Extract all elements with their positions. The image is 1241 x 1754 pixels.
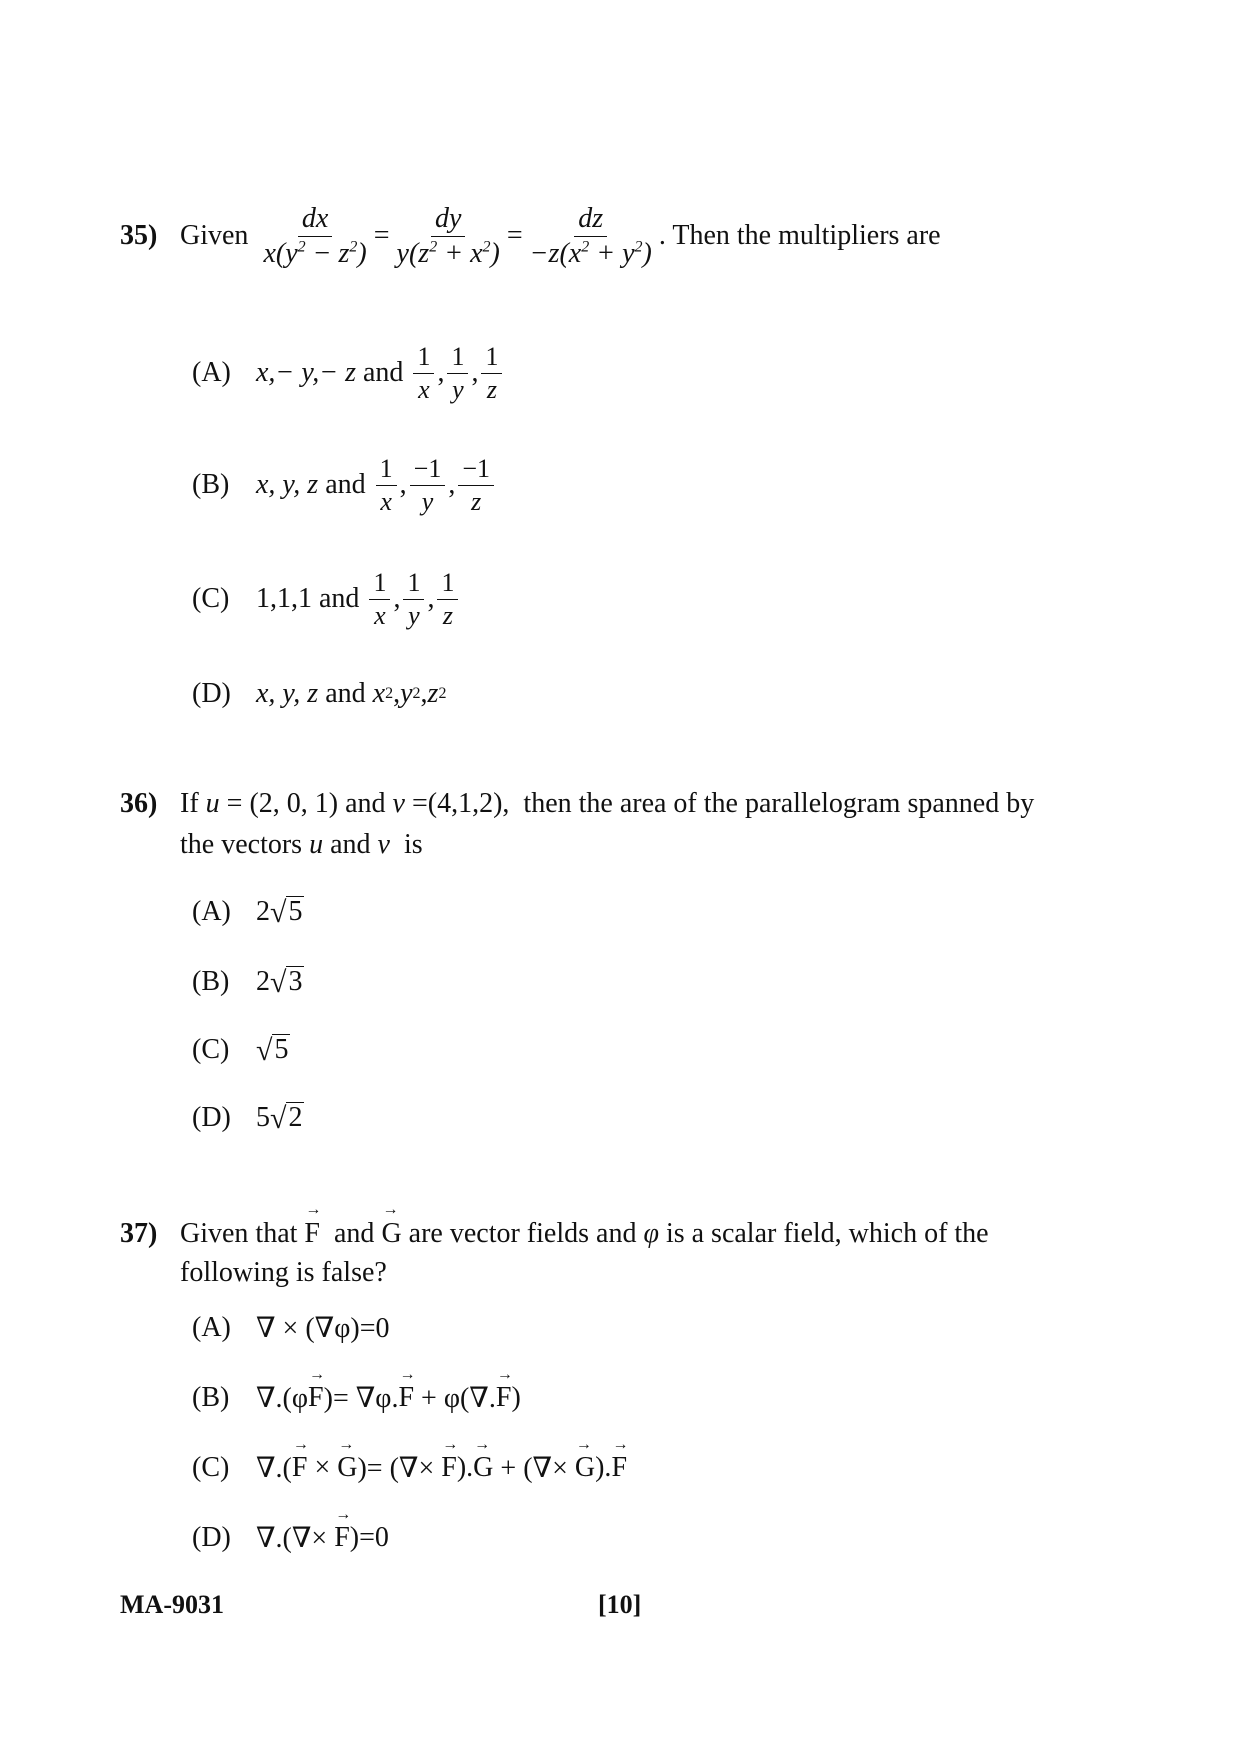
square-root: √ 5 <box>256 1033 289 1067</box>
option-label: (C) <box>192 1034 230 1065</box>
option-36-a[interactable]: (A) 2 √ 5 <box>192 895 303 929</box>
option-text: x, y, z <box>256 469 319 500</box>
fraction-dy: $\frac{dy}{y(z^2 + x^2)}$ <box>396 203 500 269</box>
square-root: √ 3 <box>270 965 303 999</box>
square-root: √ 5 <box>270 895 303 929</box>
option-35-a[interactable]: (A) x,− y,− z and $\frac{1}{x}$ , $\frac{1}{y}$ , $\frac{1}{z}$ <box>192 338 505 408</box>
fraction: $\frac{1}{y}$ <box>403 569 424 629</box>
question-number: 35) <box>120 220 158 251</box>
fraction: $\frac{1}{x}$ <box>376 455 397 515</box>
option-label: (D) <box>192 1102 231 1133</box>
option-label: (D) <box>192 1522 231 1553</box>
option-37-c[interactable]: (C) ∇.( → F × → G )= (∇× → F ). → G + (∇× → G ). → F <box>192 1446 627 1490</box>
question-35-stem <box>120 196 941 276</box>
page-number: [10] <box>598 1590 642 1619</box>
option-label: (B) <box>192 1382 230 1413</box>
option-label: (C) <box>192 583 230 614</box>
option-36-d[interactable]: (D) 5 √ 2 <box>192 1101 303 1135</box>
question-37-stem: 37) Given that → F and → G are vector fields and φ is a scalar field, which of the following is false? <box>120 1216 1120 1290</box>
fraction: $\frac{1}{x}$ <box>413 343 434 403</box>
fraction-dz: $\frac{dz}{-z(x^2 + y^2)}$ <box>529 203 652 269</box>
question-suffix: . Then the multipliers are <box>658 220 941 251</box>
option-text: x,− y,− z <box>256 357 356 388</box>
paper-code: MA-9031 <box>120 1590 224 1619</box>
option-label: (A) <box>192 896 231 927</box>
option-35-c[interactable]: (C) 1,1,1 and $\frac{1}{x}$ , $\frac{1}{y}$ , $\frac{1}{z}$ <box>192 564 461 634</box>
option-label: (B) <box>192 469 230 500</box>
option-37-a[interactable] <box>192 1306 390 1350</box>
fraction: $\frac{-1}{z}$ <box>458 455 494 515</box>
fraction: $\frac{1}{z}$ <box>437 569 458 629</box>
option-37-d[interactable]: (D) ∇.(∇× → F )=0 <box>192 1516 389 1560</box>
fraction: $\frac{-1}{y}$ <box>410 455 446 515</box>
fraction: $\frac{1}{z}$ <box>481 343 502 403</box>
question-number: 37) <box>120 1218 158 1249</box>
option-text: ∇ × (∇φ)=0 <box>256 1313 390 1344</box>
question-prefix: Given <box>180 220 249 251</box>
square-root: √ 2 <box>270 1101 303 1135</box>
option-label: (B) <box>192 966 230 997</box>
option-36-b[interactable]: (B) 2 √ 3 <box>192 965 303 999</box>
equals-sign: = <box>506 220 523 251</box>
option-37-b[interactable]: (B) ∇.(φ → F )= ∇φ. → F + φ(∇. → F ) <box>192 1376 521 1420</box>
option-35-d[interactable]: (D) x, y, z and x 2 , y 2 , z 2 <box>192 678 447 709</box>
option-text: x, y, z <box>256 678 319 709</box>
option-35-b[interactable]: (B) x, y, z and $\frac{1}{x}$ , $\frac{-1}{y}$ , $\frac{-1}{z}$ <box>192 450 497 520</box>
fraction: $\frac{1}{y}$ <box>447 343 468 403</box>
equals-sign: = <box>373 220 390 251</box>
question-36-stem: 36) If u = (2, 0, 1) and v =(4,1,2), then the area of the parallelogram spanned by the vectors u and v is <box>120 788 1035 860</box>
question-number: 36) <box>120 788 158 819</box>
option-text: 1,1,1 <box>256 583 312 614</box>
option-label: (D) <box>192 678 231 709</box>
fraction-dx: $\frac{dx}{x(y^2 - z^2)}$ <box>263 203 367 269</box>
fraction: $\frac{1}{x}$ <box>369 569 390 629</box>
option-label: (C) <box>192 1452 230 1483</box>
option-36-c[interactable] <box>192 1028 290 1072</box>
option-label: (A) <box>192 357 231 388</box>
option-label: (A) <box>192 1312 231 1343</box>
